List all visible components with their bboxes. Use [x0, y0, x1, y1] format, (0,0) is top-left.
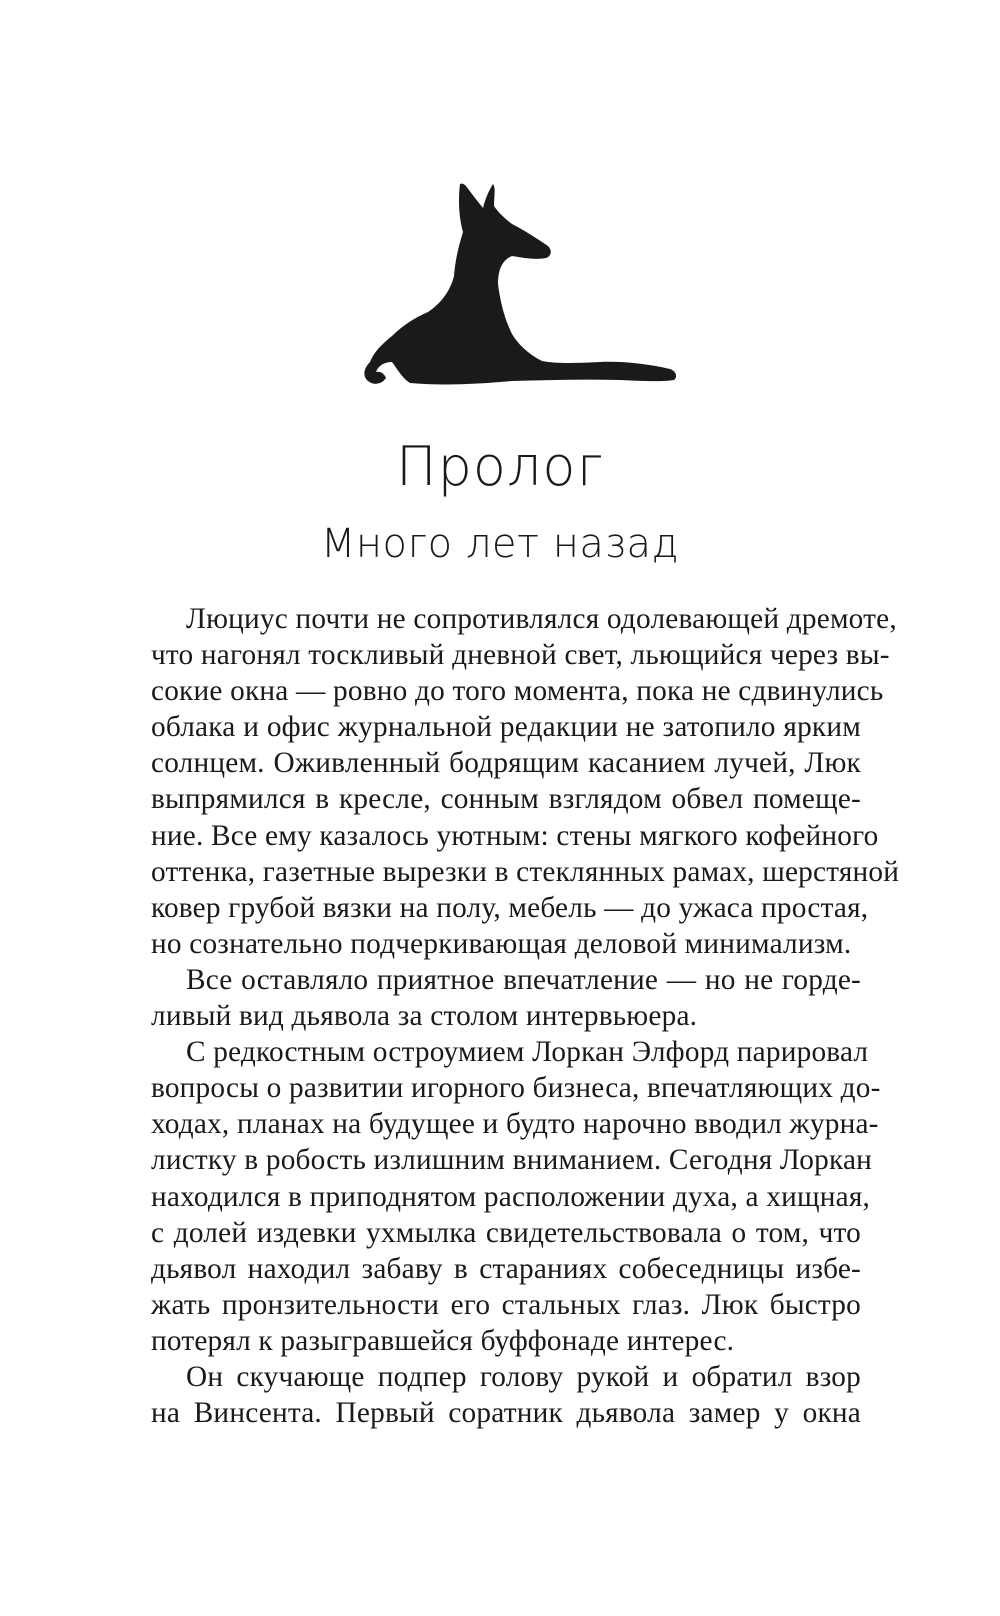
doberman-silhouette-icon [362, 180, 682, 400]
chapter-title: Пролог [396, 435, 604, 498]
body-text [151, 601, 900, 1431]
text-line: но сознательно подчеркивающая деловой минимализм. [151, 927, 852, 960]
text-line: что нагонял тоскливый дневной свет, льющийся через вы- [151, 639, 890, 672]
text-line: Он скучающе подпер голову рукой и обратил взор [186, 1360, 861, 1393]
text-line: сокие окна — ровно до того момента, пока не сдвинулись [151, 675, 884, 708]
text-line: Все оставляло приятное впечатление — но не горде- [186, 963, 861, 996]
text-line: Люциус почти не сопротивлялся одолевающей дремоте, [186, 603, 897, 635]
text-line: находился в приподнятом расположении духа, а хищная, [151, 1180, 871, 1213]
text-line: ние. Все ему казалось уютным: стены мягкого кофейного [151, 819, 879, 852]
text-line: солнцем. Оживленный бодрящим касанием лучей, Люк [151, 747, 861, 780]
paragraph-4 [151, 1359, 861, 1431]
text-line: на Винсента. Первый соратник дьявола замер у окна [151, 1397, 861, 1430]
text-line: листку в робость излишним вниманием. Сегодня Лоркан [151, 1144, 873, 1177]
text-line: ливый вид дьявола за столом интервьюера. [151, 1000, 698, 1033]
text-line: оттенка, газетные вырезки в стеклянных рамах, шерстяной [151, 855, 900, 888]
paragraph-3 [151, 1034, 881, 1359]
text-line: с долей издевки ухмылка свидетельствовала о том, что [151, 1216, 861, 1249]
paragraph-2 [151, 962, 861, 1034]
text-line: ковер грубой вязки на полу, мебель — до ужаса простая, [151, 891, 869, 924]
text-line: выпрямился в кресле, сонным взглядом обвел помеще- [151, 783, 861, 816]
chapter-subtitle: Много лет назад [320, 521, 680, 567]
text-line: облака и офис журнальной редакции не затопило ярким [151, 711, 861, 744]
text-line: вопросы о развитии игорного бизнеса, впечатляющих до- [151, 1072, 881, 1105]
text-line: потерял к разыгравшейся буффонаде интерес. [151, 1324, 735, 1357]
paragraph-1 [151, 601, 900, 962]
text-line: ходах, планах на будущее и будто нарочно вводил журна- [151, 1108, 879, 1141]
text-line: жать пронзительности его стальных глаз. Люк быстро [151, 1288, 861, 1321]
text-line: дьявол находил забаву в стараниях собеседницы избе- [151, 1252, 861, 1285]
text-line: С редкостным остроумием Лоркан Элфорд парировал [186, 1036, 869, 1069]
